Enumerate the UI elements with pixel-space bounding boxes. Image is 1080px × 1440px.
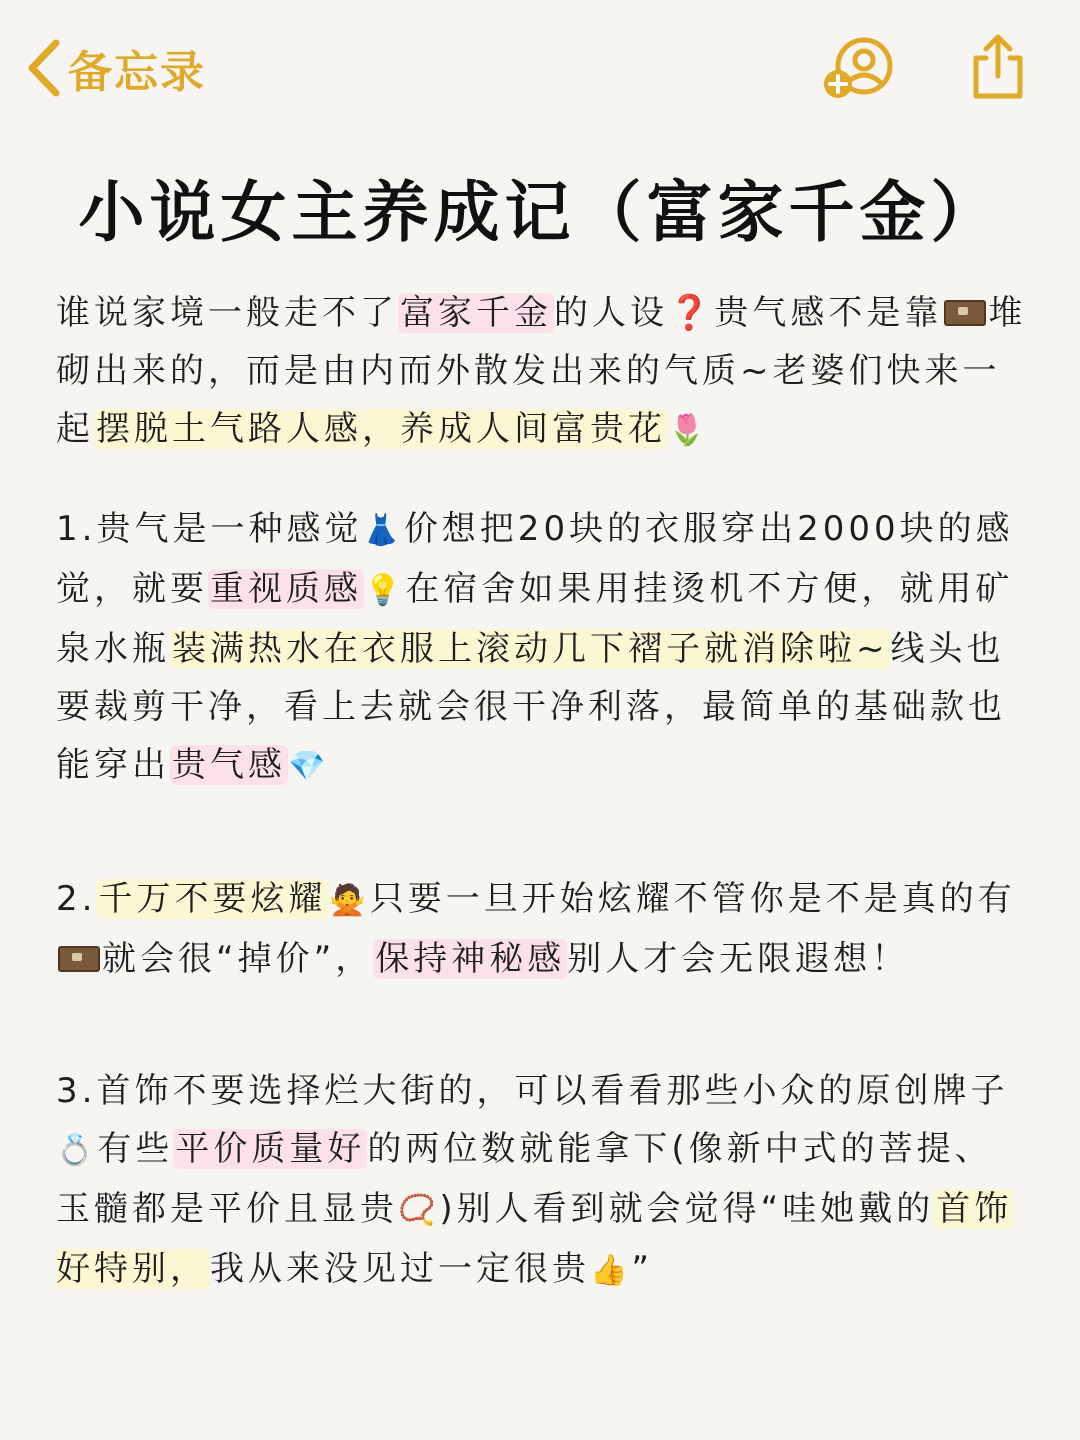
highlight-yellow: 首饰好特别， bbox=[56, 1189, 1013, 1289]
text-run: 别人才会无限遐想！ bbox=[567, 939, 910, 979]
text-run: 线头也要裁剪干净，看上去就会很干净利落，最简单的基础款也能穿出 bbox=[56, 629, 1006, 785]
paragraph-intro bbox=[56, 284, 1028, 460]
share-button[interactable] bbox=[968, 32, 1028, 106]
text-run: 3.首饰不要选择烂大街的，可以看看那些小众的原创牌子 bbox=[56, 1071, 1009, 1111]
text-run: )别人看到就会觉得“哇她戴的 bbox=[439, 1189, 935, 1229]
back-label: 备忘录 bbox=[68, 47, 206, 98]
text-run: 在宿舍如果用挂烫机不方便，就用矿泉水瓶 bbox=[56, 569, 1014, 669]
add-person-icon bbox=[822, 36, 898, 102]
share-icon bbox=[968, 32, 1028, 102]
text-run: 我从来没见过一定很贵 bbox=[210, 1249, 590, 1289]
money-icon bbox=[58, 946, 100, 972]
gesture-no-icon: 🙅 bbox=[328, 883, 370, 918]
dress-icon: 👗 bbox=[362, 513, 404, 548]
paragraph-2 bbox=[56, 870, 1028, 988]
tulip-icon: 🌷 bbox=[668, 413, 710, 448]
note-body[interactable] bbox=[56, 284, 1028, 1300]
highlight-pink: 重视质感 bbox=[210, 569, 362, 609]
money-icon bbox=[944, 300, 986, 326]
chevron-left-icon bbox=[24, 37, 64, 99]
text-run: 堆砌出来的，而是由内而外散发出来的气质~老婆们快来一起 bbox=[56, 293, 1027, 449]
text-run: 只要一旦开始炫耀不管你是不是真的有 bbox=[369, 879, 1016, 919]
add-collaborator-button[interactable] bbox=[822, 36, 898, 106]
text-run: ” bbox=[631, 1249, 653, 1289]
text-run: 贵气感不是靠 bbox=[714, 293, 943, 333]
text-run: 的两位数就能拿下(像新中式的菩提、玉髓都是平价且显贵 bbox=[56, 1129, 993, 1229]
gem-icon: 💎 bbox=[288, 749, 330, 784]
question-mark-icon: ❓ bbox=[668, 293, 715, 333]
text-run: 就会很“掉价”， bbox=[102, 939, 374, 979]
back-button[interactable] bbox=[24, 36, 206, 100]
text-run: 价想把20块的衣服穿出2000块的感觉，就要 bbox=[56, 509, 1014, 609]
text-run: 2. bbox=[56, 879, 97, 919]
note-title: 小说女主养成记（富家千金） bbox=[78, 174, 1002, 251]
thumbs-up-icon: 👍 bbox=[590, 1253, 632, 1288]
highlight-pink: 平价质量好 bbox=[175, 1129, 366, 1169]
ring-icon: 💍 bbox=[56, 1133, 98, 1168]
highlight-yellow: 摆脱土气路人感，养成人间富贵花 bbox=[96, 409, 666, 449]
highlight-yellow: 千万不要炫耀 bbox=[98, 879, 327, 919]
text-run: 1.贵气是一种感觉 bbox=[56, 509, 363, 549]
light-bulb-icon: 💡 bbox=[364, 573, 406, 608]
text-run: 有些 bbox=[97, 1129, 174, 1169]
navigation-bar bbox=[0, 0, 1080, 130]
paragraph-3 bbox=[56, 1062, 1028, 1300]
highlight-pink: 保持神秘感 bbox=[375, 939, 566, 979]
text-run: 的人设 bbox=[554, 293, 668, 333]
text-run: 谁说家境一般走不了 bbox=[56, 293, 398, 333]
highlight-pink: 富家千金 bbox=[400, 293, 552, 333]
highlight-pink: 贵气感 bbox=[172, 745, 286, 785]
paragraph-1 bbox=[56, 500, 1028, 796]
highlight-yellow: 装满热水在衣服上滚动几下褶子就消除啦~ bbox=[172, 629, 889, 669]
beads-icon: 📿 bbox=[398, 1193, 440, 1228]
